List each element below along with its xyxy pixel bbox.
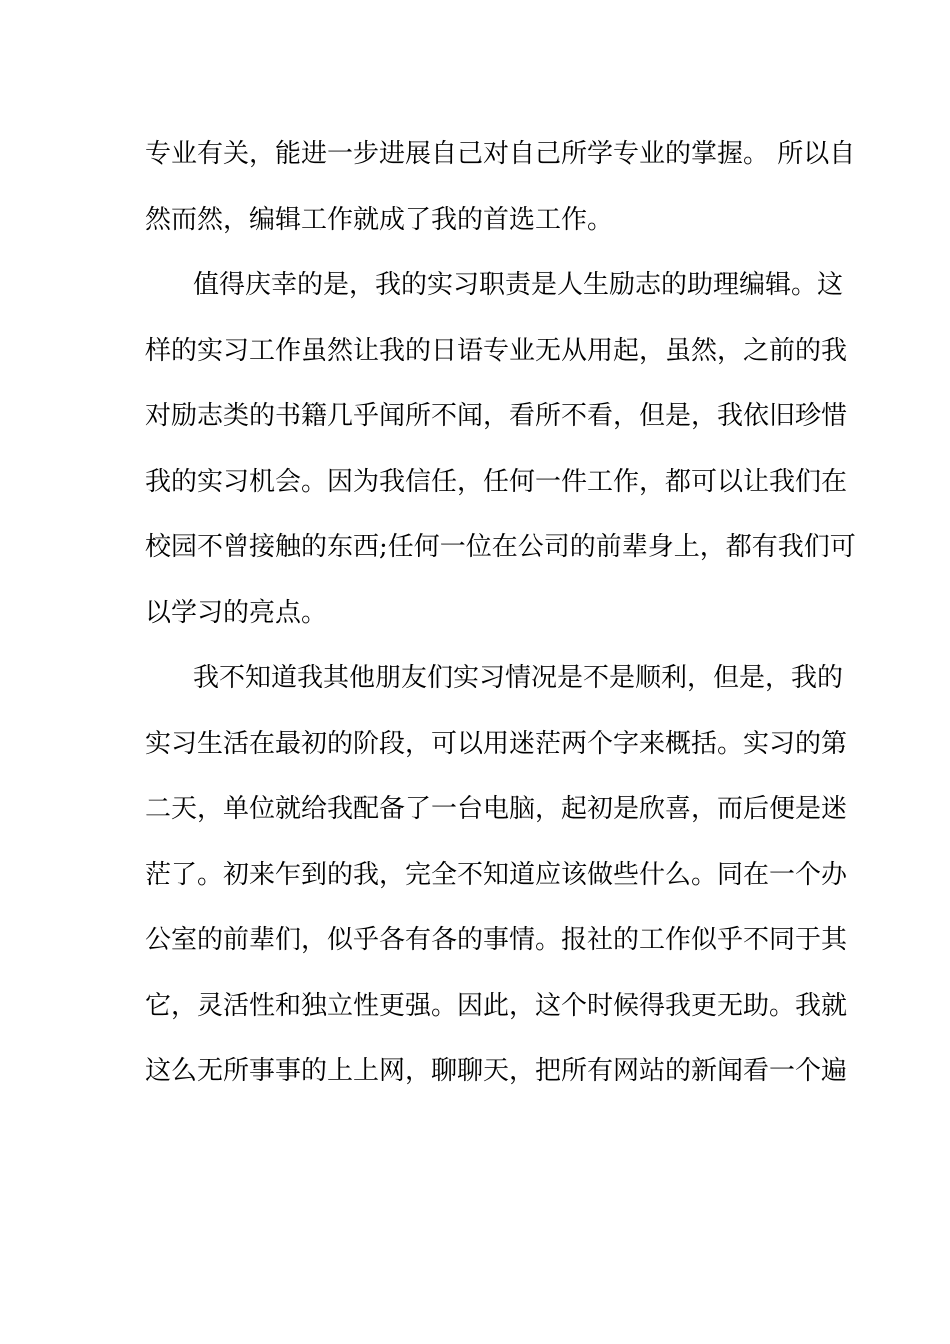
text-line: 实习生活在最初的阶段，可以用迷茫两个字来概括。实习的第	[145, 728, 848, 759]
body-text	[145, 126, 856, 1109]
text-line: 它，灵活性和独立性更强。因此，这个时候得我更无助。我就	[145, 990, 848, 1021]
text-line: 我的实习机会。因为我信任，任何一件工作，都可以让我们在	[145, 466, 848, 497]
text-line: 这么无所事事的上上网，聊聊天，把所有网站的新闻看一个遍	[145, 1056, 848, 1086]
text-line: 茫了。初来乍到的我，完全不知道应该做些什么。同在一个办	[145, 859, 848, 890]
text-line: 公室的前辈们，似乎各有各的事情。报社的工作似乎不同于其	[145, 925, 848, 955]
text-line: 对励志类的书籍几乎闻所不闻，看所不看，但是，我依旧珍惜	[145, 401, 848, 431]
text-line: 然而然，编辑工作就成了我的首选工作。	[145, 204, 614, 235]
text-line: 值得庆幸的是，我的实习职责是人生励志的助理编辑。这	[193, 270, 844, 300]
text-line: 以学习的亮点。	[145, 597, 328, 628]
text-line: 样的实习工作虽然让我的日语专业无从用起，虽然，之前的我	[145, 335, 848, 366]
text-line: 校园不曾接触的东西;任何一位在公司的前辈身上，都有我们可	[145, 532, 856, 562]
text-line: 我不知道我其他朋友们实习情况是不是顺利，但是，我的	[193, 663, 844, 693]
text-line: 二天，单位就给我配备了一台电脑，起初是欣喜，而后便是迷	[145, 794, 848, 824]
text-line: 专业有关，能进一步进展自己对自己所学专业的掌握。 所以自	[145, 139, 856, 169]
